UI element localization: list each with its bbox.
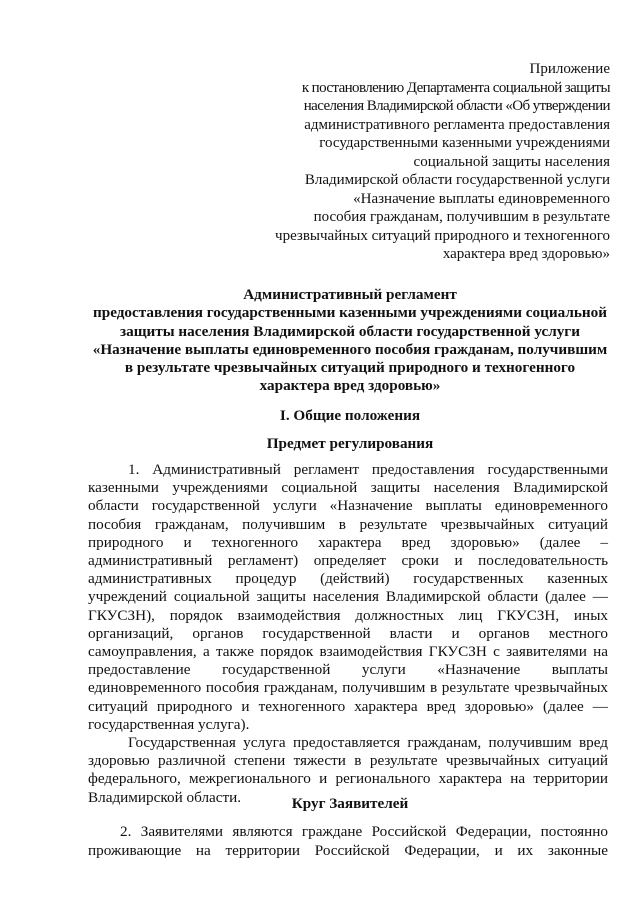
applicants-line: 2. Заявителями являются граждане Российской Федерации, постоянно	[120, 823, 608, 840]
annex-header	[230, 60, 610, 264]
annex-line: к постановлению Департамента социальной защиты	[301, 79, 610, 96]
document-title	[60, 286, 640, 396]
annex-line: пособия гражданам, получившим в результате	[313, 209, 610, 225]
annex-line: чрезвычайных ситуаций природного и техногенного	[275, 227, 610, 244]
annex-line: Владимирской области государственной услуги	[304, 172, 610, 188]
annex-line: административного регламента предоставления	[304, 116, 610, 133]
annex-line: характера вред здоровью»	[442, 246, 610, 262]
annex-line: социальной защиты населения	[413, 153, 610, 170]
applicants-heading: Круг Заявителей	[291, 795, 409, 812]
paragraph-2: Государственная услуга предоставляется гражданам, получившим вред здоровью различной степени тяжести в результате чрезвычайных ситуаций федерального, межрегионального и регионального характера на территории Владимирской области.	[88, 734, 608, 806]
annex-line: населения Владимирской области «Об утверждении	[303, 98, 610, 114]
title-line: в результате чрезвычайных ситуаций природного и техногенного	[124, 359, 576, 377]
applicants-line: проживающие на территории Российской Федерации, и их законные	[88, 842, 608, 859]
applicants-paragraph	[88, 822, 608, 860]
paragraph-1: 1. Административный регламент предоставления государственными казенными учреждениями социальной защиты населения Владимирской области государственной услуги «Назначение выплаты единовременного пособия гражданам, получившим в результате чрезвычайных ситуаций природного и техногенного характера вред здоровью» (далее – административный регламент) определяет сроки и последовательность административных процедур (действий) государственных казенных учреждений социальной защиты населения Владимирской области (далее — ГКУСЗН), порядок взаимодействия должностных лиц ГКУСЗН, иных организаций, органов государственной власти и органов местного самоуправления, а также порядок взаимодействия ГКУСЗН с заявителями на предоставление государственной услуги «Назначение выплаты единовременного пособия гражданам, получившим в результате чрезвычайных ситуаций природного и техногенного характера вред здоровью» (далее — государственная услуга).	[88, 461, 608, 733]
annex-line: государственными казенными учреждениями	[319, 135, 610, 151]
section-subheading: Предмет регулирования	[266, 435, 434, 452]
title-line: защиты населения Владимирской области государственной услуги	[120, 322, 580, 340]
title-line: Административный регламент	[243, 286, 457, 303]
title-line: предоставления государственными казенными учреждениями социальной	[93, 304, 607, 322]
title-line: характера вред здоровью»	[259, 377, 441, 395]
annex-line: Приложение	[529, 61, 610, 77]
section-heading: I. Общие положения	[279, 407, 421, 424]
section-body	[88, 461, 608, 807]
title-line: «Назначение выплаты единовременного пособия гражданам, получившим	[92, 340, 608, 358]
annex-line: «Назначение выплаты единовременного	[353, 190, 610, 207]
